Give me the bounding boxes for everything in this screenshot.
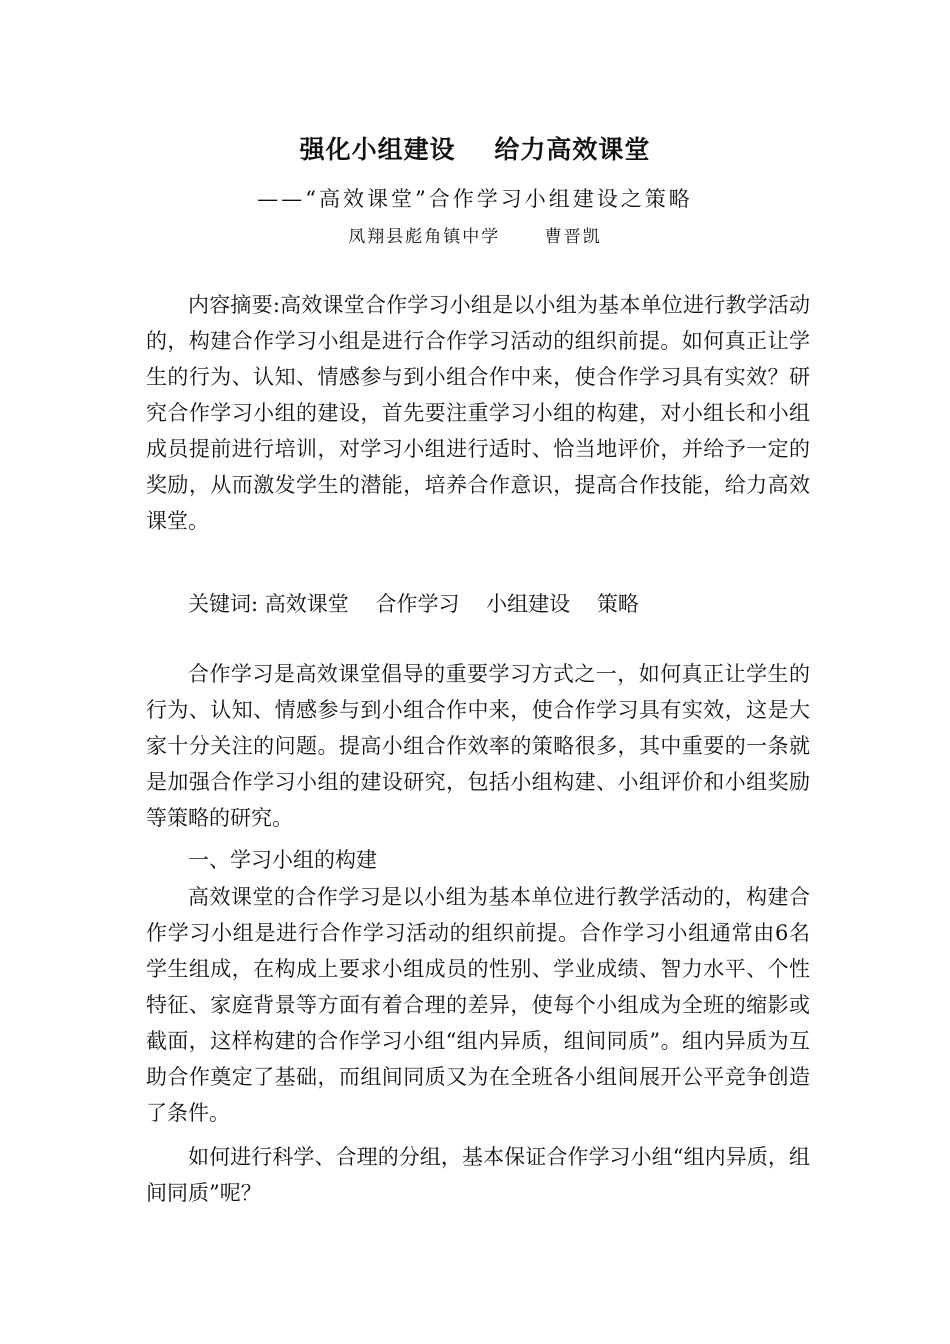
author-line: 凤翔县彪角镇中学 曹晋凯 [348,227,602,247]
abstract-paragraph: 内容摘要:高效课堂合作学习小组是以小组为基本单位进行教学活动的，构建合作学习小组是进行合作学习活动的组织前提。如何真正让学生的行为、认知、情感参与到小组合作中来，使合作学习具有实效？研究合作学习小组的建设，首先要注重学习小组的构建，对小组长和小组成员提前进行培训，对学习小组进行适时、恰当地评价，并给予一定的奖励，从而激发学生的潜能，培养合作意识，提高合作技能，给力高效课堂。 [146,293,810,533]
document-title: 强化小组建设 给力高效课堂 [299,135,651,164]
body-paragraph-question: 如何进行科学、合理的分组，基本保证合作学习小组“组内异质，组间同质”呢？ [146,1145,810,1205]
intro-paragraph: 合作学习是高效课堂倡导的重要学习方式之一，如何真正让学生的行为、认知、情感参与到小组合作中来，使合作学习具有实效，这是大家十分关注的问题。提高小组合作效率的策略很多，其中重要的一条就是加强合作学习小组的建设研究，包括小组构建、小组评价和小组奖励等策略的研究。 [146,662,810,830]
keywords-line: 关键词: 高效课堂 合作学习 小组建设 策略 [188,592,639,616]
document-subtitle: ——“高效课堂”合作学习小组建设之策略 [257,187,693,211]
body-paragraph: 高效课堂的合作学习是以小组为基本单位进行教学活动的，构建合作学习小组是进行合作学习活动的组织前提。合作学习小组通常由6名学生组成，在构成上要求小组成员的性别、学业成绩、智力水平、个性特征、家庭背景等方面有着合理的差异，使每个小组成为全班的缩影或截面，这样构建的合作学习小组“组内异质，组间同质”。组内异质为互助合作奠定了基础，而组间同质又为在全班各小组间展开公平竞争创造了条件。 [146,885,810,1125]
section-heading: 一、学习小组的构建 [188,848,377,872]
